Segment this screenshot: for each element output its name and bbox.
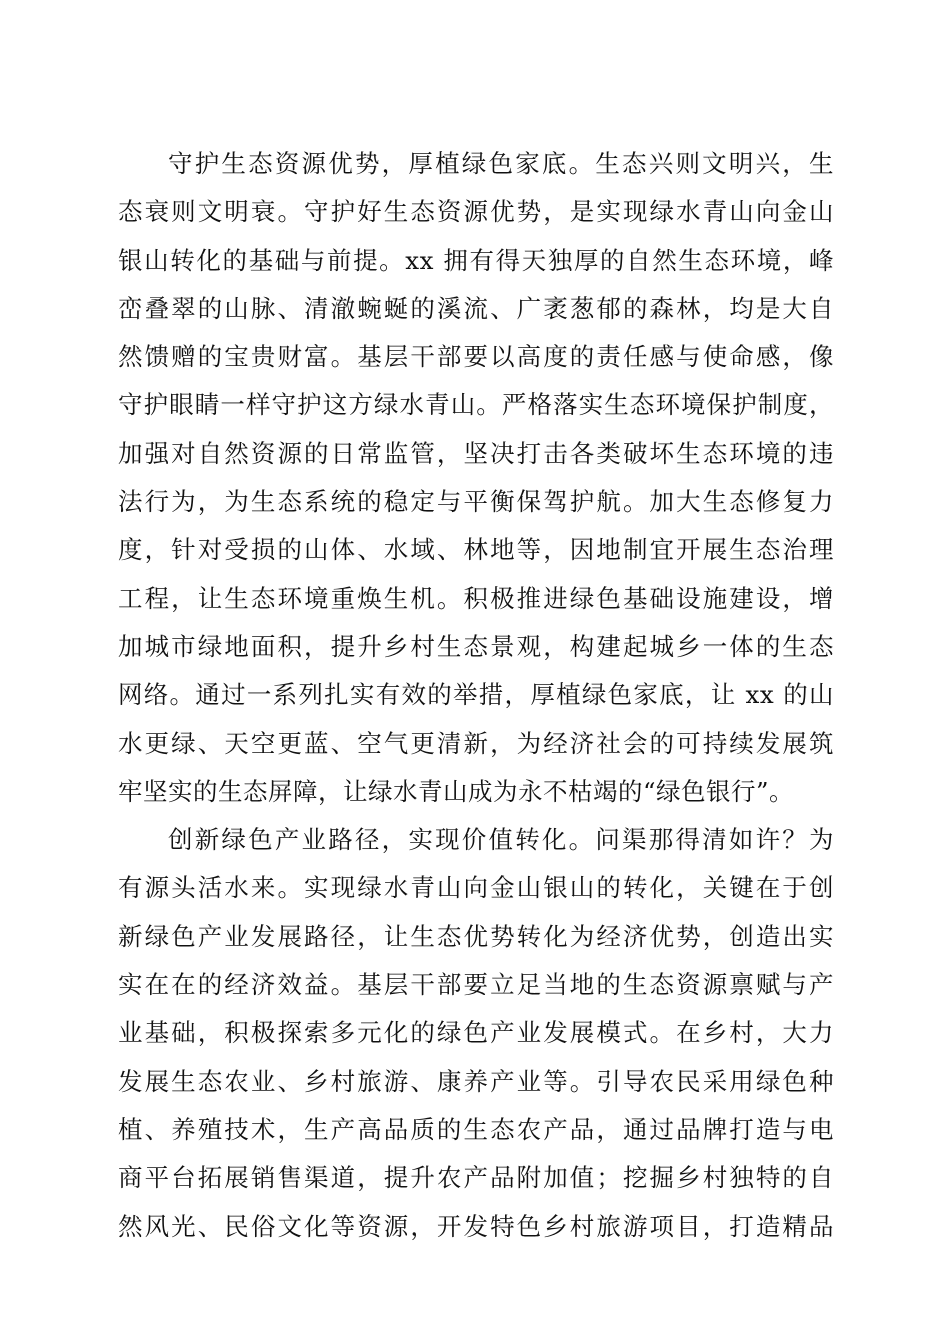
text-line: 工程，让生态环境重焕生机。积极推进绿色基础设施建设，增 <box>118 583 834 613</box>
text-line: 牢坚实的生态屏障，让绿水青山成为永不枯竭的“绿色银行”。 <box>118 776 795 806</box>
text-line: 发展生态农业、乡村旅游、康养产业等。引导农民采用绿色种 <box>118 1066 834 1096</box>
text-line: 加强对自然资源的日常监管，坚决打击各类破坏生态环境的违 <box>118 438 834 468</box>
text-line: 植、养殖技术，生产高品质的生态农产品，通过品牌打造与电 <box>118 1114 834 1144</box>
text-line: 银山转化的基础与前提。xx 拥有得天独厚的自然生态环境，峰 <box>118 245 834 275</box>
text-line: 峦叠翠的山脉、清澈蜿蜒的溪流、广袤葱郁的森林，均是大自 <box>118 293 834 323</box>
text-line: 然馈赠的宝贵财富。基层干部要以高度的责任感与使命感，像 <box>118 342 834 372</box>
text-line: 然风光、民俗文化等资源，开发特色乡村旅游项目，打造精品 <box>118 1211 834 1241</box>
text-line: 新绿色产业发展路径，让生态优势转化为经济优势，创造出实 <box>118 921 834 951</box>
text-line: 法行为，为生态系统的稳定与平衡保驾护航。加大生态修复力 <box>118 487 834 517</box>
text-line: 有源头活水来。实现绿水青山向金山银山的转化，关键在于创 <box>118 873 834 903</box>
text-line: 商平台拓展销售渠道，提升农产品附加值；挖掘乡村独特的自 <box>118 1163 834 1193</box>
paragraph-green-industry <box>118 816 834 1251</box>
text-line: 态衰则文明衰。守护好生态资源优势，是实现绿水青山向金山 <box>118 197 834 227</box>
text-line: 实在在的经济效益。基层干部要立足当地的生态资源禀赋与产 <box>118 970 834 1000</box>
text-line: 守护生态资源优势，厚植绿色家底。生态兴则文明兴，生 <box>168 149 834 178</box>
text-line: 度，针对受损的山体、水域、林地等，因地制宜开展生态治理 <box>118 535 834 565</box>
paragraph-ecological-protection <box>118 140 834 816</box>
text-line: 守护眼睛一样守护这方绿水青山。严格落实生态环境保护制度， <box>118 390 834 420</box>
text-line: 网络。通过一系列扎实有效的举措，厚植绿色家底，让 xx 的山 <box>118 680 834 710</box>
document-body <box>118 140 834 1251</box>
text-line: 水更绿、天空更蓝、空气更清新，为经济社会的可持续发展筑 <box>118 728 834 758</box>
text-line: 加城市绿地面积，提升乡村生态景观，构建起城乡一体的生态 <box>118 631 834 661</box>
text-line: 创新绿色产业路径，实现价值转化。问渠那得清如许？为 <box>168 825 834 855</box>
text-line: 业基础，积极探索多元化的绿色产业发展模式。在乡村，大力 <box>118 1018 834 1048</box>
